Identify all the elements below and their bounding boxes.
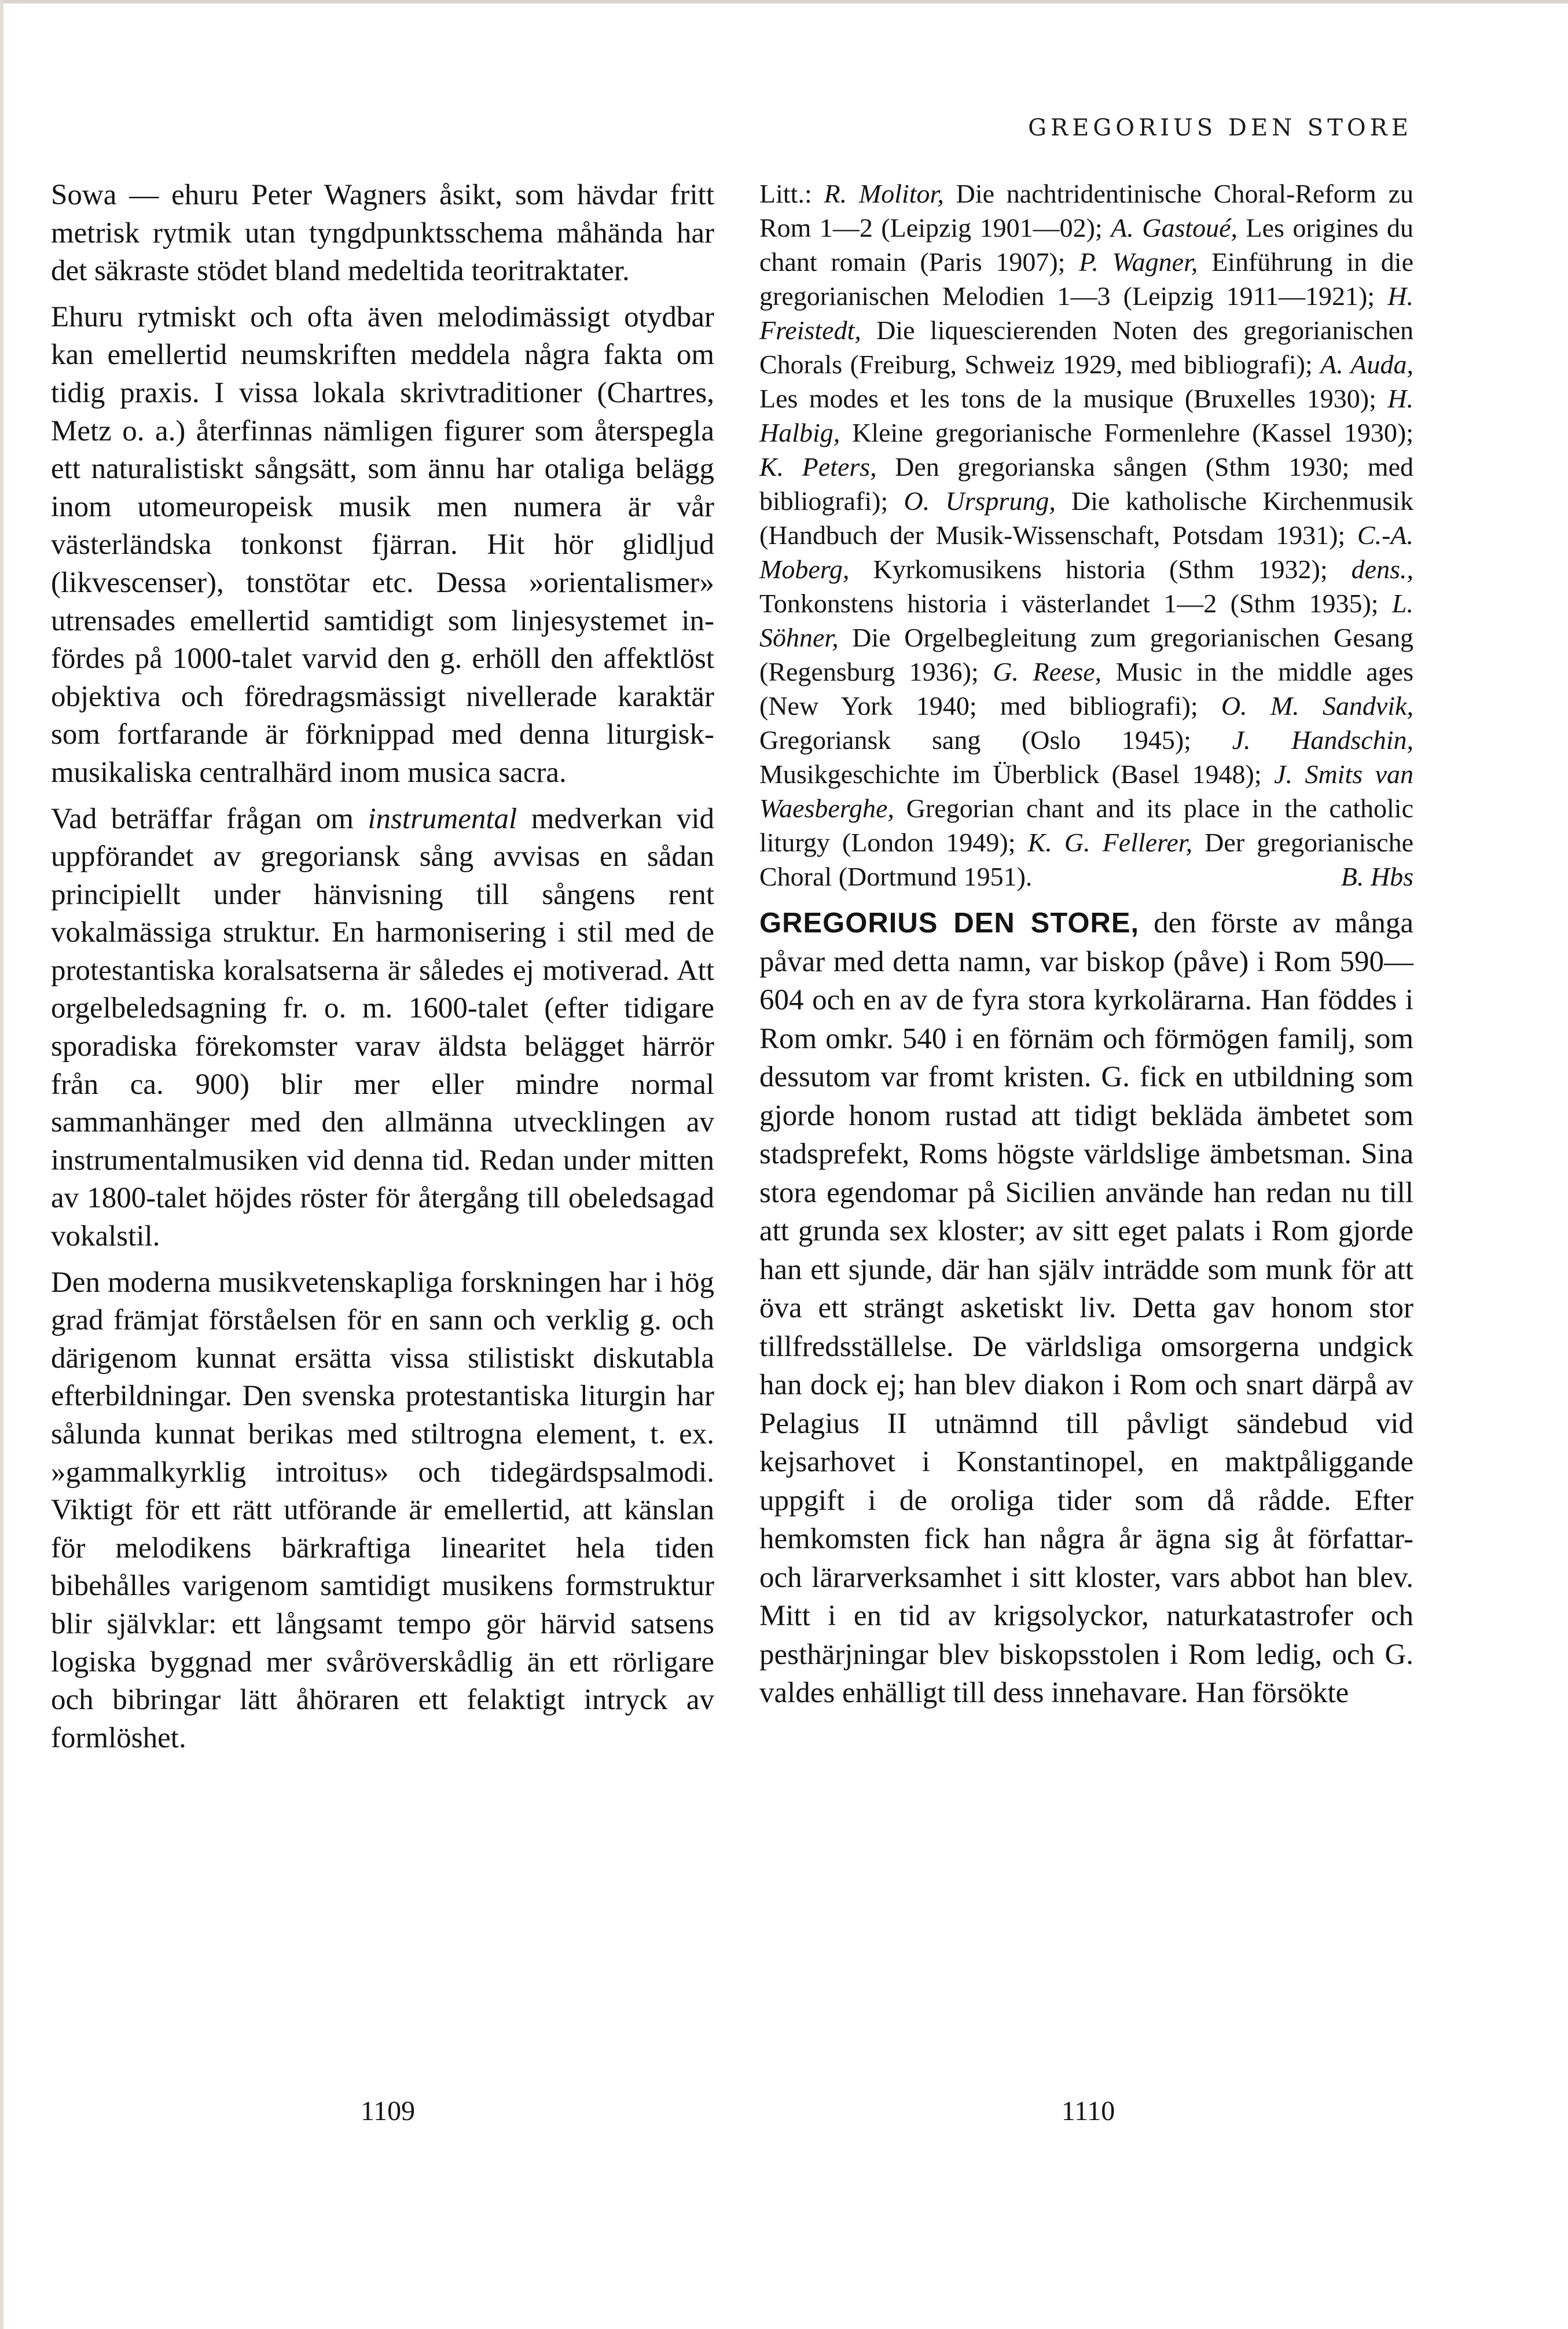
ref-text: Kyrkomusikens historia (Sthm 1932);	[849, 554, 1352, 584]
ref-text: Den gregorianska sången (Sthm 1930; med bibliografi);	[759, 452, 1413, 516]
ref-text: Kleine gregorianische Formenlehre (Kassel 1930);	[840, 418, 1413, 447]
page-number-right: 1110	[1061, 2096, 1115, 2126]
ref-text: Die katholische Kirchenmusik (Handbuch der Musik-Wissenschaft, Potsdam 1931);	[759, 486, 1413, 550]
ref-text: Les origines du chant romain (Paris 1907);	[759, 213, 1414, 277]
author-signature: B. Hbs	[1341, 862, 1413, 891]
running-head: GREGORIUS DEN STORE	[1028, 115, 1412, 141]
page-edge-top	[0, 0, 1568, 3]
ref-author: J. Handschin,	[1232, 725, 1413, 755]
ref-author: H. Halbig,	[759, 384, 1413, 447]
ref-author: H. Freistedt,	[759, 281, 1413, 345]
bibliography-label: Litt.:	[759, 179, 824, 208]
ref-text: Einführung in die gregorianischen Melodien 1—3 (Leipzig 1911—1921);	[759, 247, 1414, 311]
ref-author: A. Gastoué,	[1111, 213, 1238, 243]
ref-author: R. Molitor,	[824, 179, 944, 208]
paragraph-3	[51, 800, 714, 1256]
ref-text: Tonkonstens historia i västerlandet 1—2 (Sthm 1935);	[759, 589, 1392, 618]
ref-author: G. Reese,	[993, 657, 1102, 686]
ref-text: Die liquescierenden Noten des gregorianischen Chorals (Freiburg, Schweiz 1929, med bibliografi);	[759, 315, 1413, 379]
ref-author: O. M. Sandvik,	[1221, 691, 1413, 721]
bibliography	[759, 177, 1413, 894]
page-edge-left	[0, 0, 3, 2329]
ref-text: Gregoriansk sang (Oslo 1945);	[759, 725, 1232, 755]
ref-author: A. Auda,	[1320, 350, 1413, 379]
ref-author: O. Ursprung,	[904, 486, 1056, 516]
entry-text: den förste av många påvar med detta namn, var biskop (påve) i Rom 590—604 och en av de fyra stora kyrkolärarna. Han föddes i Rom omkr. 540 i en förnäm och förmögen familj, som dessutom var fromt kristen. G. fick en utbildning som gjorde honom rustad att tidigt bekläda ämbetet som stadsprefekt, Roms högste världslige ämbetsman. Sina stora egendomar på Sicilien använde han redan nu till att grunda sex kloster; av sitt eget palats i Rom gjorde han ett sjunde, där han själv inträdde som munk för att öva ett strängt asketiskt liv. Detta gav honom stor tillfredsställelse. De världsliga omsorgerna undgick han dock ej; han blev diakon i Rom och snart därpå av Pelagius II utnämnd till påvligt sändebud vid kejsarhovet i Konstantinopel, en maktpåliggande uppgift i de oroliga tider som då rådde. Efter hemkomsten fick han några år ägna sig åt författar- och lärarverksamhet i sitt kloster, vars abbot han blev. Mitt i en tid av krigsolyckor, naturkatastrofer och pesthärjningar blev biskopsstolen i Rom ledig, och G. valdes enhälligt till dess innehavare. Han försökte	[759, 907, 1414, 1709]
ref-text: Die nachtridentinische Choral-Reform zu Rom 1—2 (Leipzig 1901—02);	[759, 179, 1413, 243]
paragraph-3-emphasis: instrumental	[368, 802, 517, 835]
ref-text: Music in the middle ages (New York 1940; med bibliografi);	[759, 657, 1413, 721]
left-column	[51, 177, 714, 1757]
ref-text: Der gregorianische Choral (Dortmund 1951).	[759, 828, 1413, 891]
ref-text: Les modes et les tons de la musique (Bruxelles 1930);	[759, 384, 1388, 413]
right-column	[759, 177, 1413, 1713]
ref-author: P. Wagner,	[1079, 247, 1198, 277]
page-number-left: 1109	[360, 2096, 416, 2126]
ref-text: Die Orgelbegleitung zum gregorianischen Gesang (Regensburg 1936);	[759, 623, 1413, 686]
ref-author: dens.,	[1351, 554, 1413, 584]
paragraph-3-text-a: Vad beträffar frågan om	[51, 802, 368, 835]
ref-author: K. Peters,	[759, 452, 877, 482]
paragraph-1: Sowa — ehuru Peter Wagners åsikt, som hävdar fritt metrisk rytmik utan tyngdpunktsschema måhända har det säkraste stödet bland medeltida teoritraktater.	[51, 179, 714, 288]
ref-text: Gregorian chant and its place in the catholic liturgy (London 1949);	[759, 794, 1413, 857]
ref-author: J. Smits van Waesberghe,	[759, 759, 1413, 823]
ref-author: L. Söhner,	[759, 589, 1413, 652]
paragraph-2: Ehuru rytmiskt och ofta även melodimässigt otydbar kan emellertid neumskriften meddela några fakta om tidig praxis. I vissa lokala skrivtraditioner (Chartres, Metz o. a.) återfinnas nämligen figurer som återspegla ett naturalistiskt sångsätt, som ännu har otaliga belägg inom utomeuropeisk musik men numera är vår västerländska tonkonst fjärran. Hit hör glidljud (likvescenser), tonstötar etc. Dessa »orientalismer» utrensades emellertid samtidigt som linjesystemet infördes på 1000-talet varvid den g. erhöll den affektlöst objektiva och föredragsmässigt nivellerade karaktär som fortfarande är förknippad med denna liturgisk-musikaliska centralhärd inom musica sacra.	[51, 300, 714, 789]
paragraph-3-text-b: medverkan vid uppförandet av gregoriansk sång avvisas en sådan principiellt under hänvisning till sångens rent vokalmässiga struktur. En harmonisering i stil med de protestantiska koralsatserna är således ej motiverad. Att orgelbeledsagning fr. o. m. 1600-talet (efter tidigare sporadiska förekomster varav äldsta belägget härrör från ca. 900) blir mer eller mindre normal sammanhänger med den allmänna utvecklingen av instrumentalmusiken vid denna tid. Redan under mitten av 1800-talet höjdes röster för återgång till obeledsagad vokalstil.	[51, 802, 714, 1253]
paragraph-4: Den moderna musikvetenskapliga forskningen har i hög grad främjat förståelsen för en sann och verklig g. och därigenom kunnat ersätta vissa stilistiskt diskutabla efterbildningar. Den svenska protestantiska liturgin har sålunda kunnat berikas med stiltrogna element, t. ex. »gammalkyrklig introitus» och tidegärdspsalmodi. Viktigt för ett rätt utförande är emellertid, att känslan för melodikens bärkraftiga linearitet hela tiden bibehålles varigenom samtidigt musikens formstruktur blir självklar: ett långsamt tempo gör härvid satsens logiska byggnad mer svåröverskådlig än ett rörligare och bibringar lätt åhöraren ett felaktigt intryck av formlöshet.	[51, 1266, 714, 1754]
ref-author: K. G. Fellerer,	[1027, 828, 1193, 857]
entry-headword: GREGORIUS DEN STORE,	[759, 908, 1140, 939]
entry-gregorius	[759, 904, 1413, 1713]
ref-author: C.-A. Moberg,	[759, 520, 1413, 584]
ref-text: Musikgeschichte im Überblick (Basel 1948);	[759, 759, 1275, 789]
